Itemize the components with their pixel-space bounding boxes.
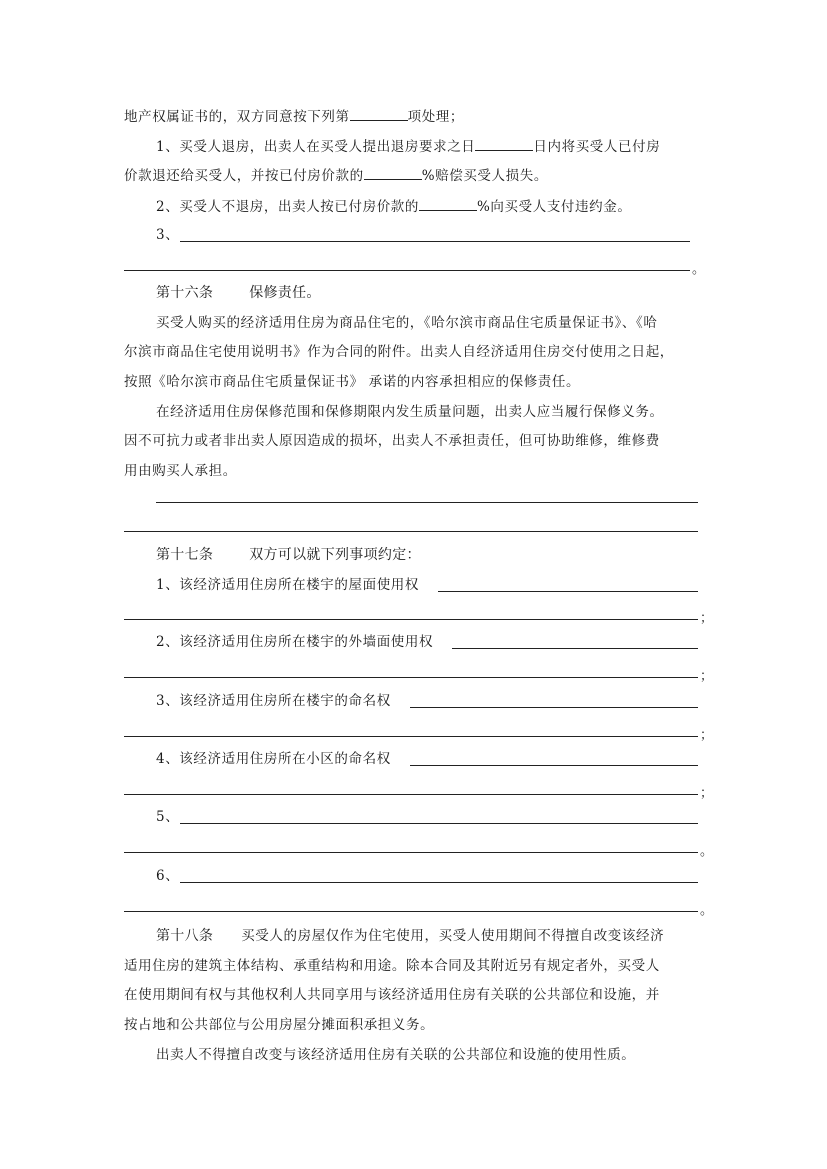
article-17-item-6-label: 6、 [156, 868, 180, 884]
article-16-blank-2[interactable] [124, 531, 698, 532]
refund-item-3-blank-2[interactable] [124, 270, 690, 271]
exterior-wall-right-blank-1[interactable] [452, 648, 698, 649]
item-6-blank-1[interactable] [180, 882, 698, 883]
compensation-percent-blank[interactable] [364, 165, 422, 180]
building-naming-right-blank-2[interactable] [124, 736, 698, 737]
penalty-percent-blank[interactable] [419, 196, 477, 211]
article-17-title: 双方可以就下列事项约定： [249, 547, 421, 563]
article-18-p2: 出卖人不得擅自改变与该经济适用住房有关联的公共部位和设施的使用性质。 [156, 1047, 636, 1063]
item-5-blank-2[interactable] [124, 852, 698, 853]
refund-item-2: 2、买受人不退房，出卖人按已付房价款的 %向买受人支付违约金。 [156, 196, 631, 216]
roof-use-right-blank-1[interactable] [438, 591, 698, 592]
article-18-p1-line: 按占地和公共部位与公用房屋分摊面积承担义务。 [124, 1017, 435, 1033]
article-16-p2-line: 用由购买人承担。 [124, 463, 237, 479]
article-16-heading [156, 284, 321, 302]
intro-line: 地产权属证书的，双方同意按下列第 项处理； [124, 106, 464, 126]
article-18-p1-line: 适用住房的建筑主体结构、承重结构和用途。除本合同及其附近另有规定者外，买受人 [124, 958, 660, 974]
article-16-p2-line: 在经济适用住房保修范围和保修期限内发生质量问题，出卖人应当履行保修义务。 [156, 404, 664, 420]
article-17-item-2-label: 2、该经济适用住房所在楼宇的外墙面使用权 [156, 634, 434, 650]
refund-item-1-line-2: 价款退还给买受人，并按已付房价款的 %赔偿买受人损失。 [124, 165, 548, 185]
item-number-blank[interactable] [350, 106, 408, 121]
article-16-title: 保修责任。 [249, 285, 321, 301]
community-naming-right-blank-1[interactable] [410, 765, 698, 766]
refund-item-3-blank-1[interactable] [180, 241, 690, 242]
article-16-blank-1[interactable] [156, 502, 698, 503]
article-17-item-1-label: 1、该经济适用住房所在楼宇的屋面使用权 [156, 577, 419, 593]
article-16-number: 第十六条 [156, 285, 214, 301]
article-17-number: 第十七条 [156, 547, 214, 563]
refund-item-3-label: 3、 [156, 227, 180, 243]
exterior-wall-right-blank-2[interactable] [124, 677, 698, 678]
article-16-p1-line: 买受人购买的经济适用住房为商品住宅的，《哈尔滨市商品住宅质量保证书》、《哈 [156, 315, 658, 331]
refund-days-blank[interactable] [475, 136, 533, 151]
article-17-item-5-label: 5、 [156, 809, 180, 825]
article-18-first-line: 第十八条 买受人的房屋仅作为住宅使用，买受人使用期间不得擅自改变该经济 [156, 928, 665, 944]
article-17-item-4-label: 4、该经济适用住房所在小区的命名权 [156, 751, 391, 767]
article-16-p2-line: 因不可抗力或者非出卖人原因造成的损坏，出卖人不承担责任，但可协助维修，维修费 [124, 433, 660, 449]
article-16-p1-line: 按照《哈尔滨市商品住宅质量保证书》 承诺的内容承担相应的保修责任。 [124, 374, 581, 390]
community-naming-right-blank-2[interactable] [124, 794, 698, 795]
article-17-heading [156, 546, 421, 564]
article-18-number: 第十八条 [156, 928, 214, 944]
article-18-p1-line: 在使用期间有权与其他权利人共同享用与该经济适用住房有关联的公共部位和设施，并 [124, 987, 660, 1003]
article-16-p1-line: 尔滨市商品住宅使用说明书》作为合同的附件。出卖人自经济适用住房交付使用之日起， [124, 344, 674, 360]
item-6-blank-2[interactable] [124, 911, 698, 912]
building-naming-right-blank-1[interactable] [410, 707, 698, 708]
refund-item-1-line-1: 1、买受人退房，出卖人在买受人提出退房要求之日 日内将买受人已付房 [156, 136, 660, 156]
item-5-blank-1[interactable] [180, 823, 698, 824]
document-page: 地产权属证书的，双方同意按下列第 项处理； 1、买受人退房，出卖人在买受人提出退房要求之日 日内将买受人已付房 价款退还给买受人，并按已付房价款的 %赔偿买受人损失。 2、买受人不退房，出卖人按已付房价款的 %向买受人支付违约金。 3、 。 第十六条 保修责任。 买受人购买的经济适用住房为商品住宅的，《哈尔滨市商品住宅质量保证书》、《哈 尔滨市商品住宅使用说明书》作为合同的附件。出卖人自经济适用住房交付使用之日起， 按照《哈尔滨市商品住宅质量保证书》 承诺的内容承担相应的保修责任。 在经济适用住房保修范围和保修期限内发生质量问题，出卖人应当履行保修义务。 因不可抗力或者非出卖人原因造成的损坏，出卖人不承担责任，但可协助维修，维修费 用由购买人承担。 第十七条 双方可以就下列事项约定： 1、该经济适用住房所在楼宇的屋面使用权 ； 2、该经济适用住房所在楼宇的外墙面使用权 ； 3、该经济适用住房所在楼宇的命名权 ； 4、该经济适用住房所在小区的命名权 ； 5、 。 6、 。 第十八条 买受人的房屋仅作为住宅使用，买受人使用期间不得擅自改变该经济 适用住房的建筑主体结构、承重结构和用途。除本合同及其附近另有规定者外，买受人 在使用期间有权与其他权利人共同享用与该经济适用住房有关联的公共部位和设施，并 按占地和公共部位与公用房屋分摊面积承担义务。 出卖人不得擅自改变与该经济适用住房有关联的公共部位和设施的使用性质。 [0, 0, 827, 1169]
article-17-item-3-label: 3、该经济适用住房所在楼宇的命名权 [156, 693, 391, 709]
roof-use-right-blank-2[interactable] [124, 619, 698, 620]
